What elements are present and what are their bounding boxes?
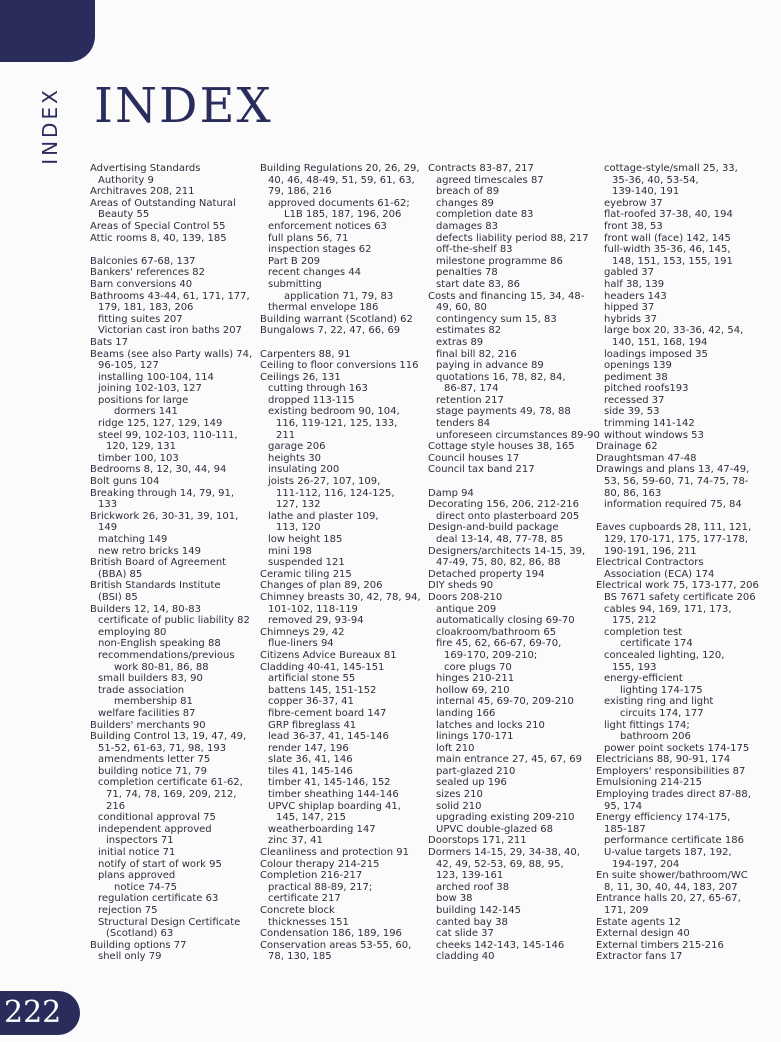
index-entry: Citizens Advice Bureaux 81 [260,649,397,661]
index-subentry: tenders 84 [436,418,491,430]
index-entry: Council tax band 217 [428,464,535,476]
index-subentry: enforcement notices 63 [268,220,387,232]
index-subentry: circuits 174, 177 [620,707,704,719]
index-entry: Building options 77 [90,939,187,951]
index-subentry: completion certificate 61-62, [98,777,243,789]
index-subentry: linings 170-171 [436,731,514,743]
index-subentry: approved documents 61-62; [268,197,410,209]
index-subentry: lighting 174-175 [620,684,703,696]
index-subentry: sealed up 196 [436,777,507,789]
index-subentry: retention 217 [436,394,504,406]
index-subentry: final bill 82, 216 [436,348,517,360]
index-subentry: 96-105, 127 [98,360,159,372]
index-subentry: practical 88-89, 217; [268,881,373,893]
index-entry: Concrete block [260,905,335,916]
index-subentry: loadings imposed 35 [604,348,708,360]
index-subentry: direct onto plasterboard 205 [436,510,580,522]
index-subentry: pediment 38 [604,371,668,383]
index-entry: External design 40 [596,928,690,940]
index-subentry: 194-197, 204 [612,858,680,870]
index-subentry: fire 45, 62, 66-67, 69-70, [436,638,562,650]
index-entry: Electrical work 75, 173-177, 206 [596,580,759,592]
index-subentry: landing 166 [436,707,496,719]
index-subentry: eyebrow 37 [604,197,663,209]
index-entry: Building Control 13, 19, 47, 49, [90,731,247,743]
index-subentry: 185-187 [604,823,646,835]
index-subentry: shell only 79 [98,951,162,963]
index-subentry: Part B 209 [268,255,321,267]
index-subentry: inspection stages 62 [268,244,372,256]
index-subentry: 71, 74, 78, 169, 209, 212, [106,789,237,801]
index-subentry: trade association [98,684,185,696]
index-entry: Bungalows 7, 22, 47, 66, 69 [260,325,401,337]
index-subentry: latches and locks 210 [436,719,545,731]
index-subentry: dormers 141 [114,406,178,418]
index-spacer [596,511,766,523]
index-subentry: new retro bricks 149 [98,545,202,557]
index-subentry: canted bay 38 [436,916,508,928]
index-subentry: internal 45, 69-70, 209-210 [436,696,574,708]
index-entry: Electrical Contractors [596,557,704,569]
index-subentry: completion date 83 [436,209,534,221]
index-subentry: paying in advance 89 [436,360,544,372]
index-entry: Entrance halls 20, 27, 65-67, [596,893,741,905]
index-subentry: 123, 139-161 [436,870,504,882]
index-subentry: low height 185 [268,534,343,545]
index-subentry: sizes 210 [436,789,483,801]
page-title: INDEX [94,78,273,134]
index-entry: Energy efficiency 174-175, [596,812,731,824]
index-entry: British Standards Institute [90,580,221,592]
index-subentry: dropped 113-115 [268,394,355,406]
index-entry: Drawings and plans 13, 47-49, [596,464,750,476]
index-subentry: small builders 83, 90 [98,673,203,685]
index-entry: Conservation areas 53-55, 60, [260,939,412,951]
index-subentry: weatherboarding 147 [268,823,376,835]
index-column-2 [260,163,430,963]
index-entry: Cottage style houses 38, 165 [428,441,575,453]
index-entry: En suite shower/bathroom/WC [596,870,748,882]
index-subentry: unforeseen circumstances 89-90 [436,429,600,441]
index-subentry: hollow 69, 210 [436,684,510,696]
index-subentry: 140, 151, 168, 194 [612,336,708,348]
index-subentry: timber 41, 145-146, 152 [268,777,391,789]
page-number: 222 [4,995,62,1030]
index-entry: Balconies 67-68, 137 [90,255,196,267]
index-subentry: 78, 130, 185 [268,951,332,963]
index-subentry: 8, 11, 30, 40, 44, 183, 207 [604,881,738,893]
index-subentry: joists 26-27, 107, 109, [268,476,381,488]
index-subentry: garage 206 [268,441,326,453]
index-subentry: zinc 37, 41 [268,835,323,847]
index-subentry: half 38, 139 [604,278,665,290]
index-subentry: mini 198 [268,545,312,557]
index-subentry: installing 100-104, 114 [98,371,214,383]
index-entry: Designers/architects 14-15, 39, [428,545,586,557]
index-entry: Beams (see also Party walls) 74, [90,348,253,360]
index-subentry: 40, 46, 48-49, 51, 59, 61, 63, [268,174,415,186]
index-subentry: inspectors 71 [106,835,174,847]
index-subentry: 139-140, 191 [612,186,680,198]
index-entry: Design-and-build package [428,522,559,534]
index-subentry: conditional approval 75 [98,812,216,824]
index-entry: Council houses 17 [428,452,520,464]
index-subentry: 111-112, 116, 124-125, [276,487,395,499]
index-subentry: gabled 37 [604,267,655,279]
index-entry: Decorating 156, 206, 212-216 [428,499,579,511]
index-subentry: removed 29, 93-94 [268,615,364,627]
index-entry: Doorstops 171, 211 [428,835,527,847]
index-entry: Doors 208-210 [428,591,503,603]
index-subentry: quotations 16, 78, 82, 84, [436,371,566,383]
index-subentry: automatically closing 69-70 [436,615,575,627]
index-entry: Colour therapy 214-215 [260,858,380,870]
index-entry: Areas of Outstanding Natural [90,197,236,209]
index-subentry: 47-49, 75, 80, 82, 86, 88 [436,557,561,569]
index-subentry: openings 139 [604,360,672,372]
index-subentry: 53, 56, 59-60, 71, 74-75, 78- [604,476,749,488]
index-entry: Ceramic tiling 215 [260,568,352,580]
index-subentry: 42, 49, 52-53, 69, 88, 95, [436,858,564,870]
index-subentry: joining 102-103, 127 [98,383,202,395]
index-column-1 [90,163,260,963]
corner-tab [0,0,95,62]
index-subentry: loft 210 [436,742,475,754]
index-entry: Bolt guns 104 [90,476,160,488]
index-subentry: battens 145, 151-152 [268,684,377,696]
index-entry: Extractor fans 17 [596,951,683,963]
index-subentry: full-width 35-36, 46, 145, [604,244,731,256]
index-spacer [428,476,598,488]
index-subentry: bow 38 [436,893,473,905]
index-entry: Advertising Standards [90,163,201,174]
index-subentry: power point sockets 174-175 [604,742,750,754]
index-subentry: light fittings 174; [604,719,690,731]
index-subentry: 190-191, 196, 211 [604,545,697,557]
index-subentry: notify of start of work 95 [98,858,222,870]
index-subentry: suspended 121 [268,557,345,569]
index-subentry: positions for large [98,394,189,406]
index-entry: Builders 12, 14, 80-83 [90,603,201,615]
index-subentry: trimming 141-142 [604,418,695,430]
index-subentry: building notice 71, 79 [98,765,208,777]
index-subentry: front 38, 53 [604,220,663,232]
index-subentry: Beauty 55 [98,209,150,221]
index-entry: Carpenters 88, 91 [260,348,351,360]
index-subentry: main entrance 27, 45, 67, 69 [436,754,582,766]
index-subentry: UPVC shiplap boarding 41, [268,800,401,812]
index-subentry: pitched roofs193 [604,383,689,395]
index-subentry: headers 143 [604,290,667,302]
index-subentry: core plugs 70 [444,661,512,673]
index-subentry: cables 94, 169, 171, 173, [604,603,732,615]
index-subentry: milestone programme 86 [436,255,563,267]
index-entry: British Board of Agreement [90,557,227,569]
index-entry: Bankers' references 82 [90,267,206,279]
index-subentry: Structural Design Certificate [98,916,241,928]
index-subentry: steel 99, 102-103, 110-111, [98,429,238,441]
index-subentry: (BBA) 85 [98,568,143,580]
index-subentry: independent approved [98,823,212,835]
index-subentry: 127, 132 [276,499,321,511]
index-subentry: render 147, 196 [268,742,349,754]
index-subentry: changes 89 [436,197,494,209]
index-subentry: deal 13-14, 48, 77-78, 85 [436,534,564,545]
index-subentry: (BSI) 85 [98,591,138,603]
index-subentry: flue-liners 94 [268,638,334,650]
index-entry: Detached property 194 [428,568,545,580]
index-entry: Ceiling to floor conversions 116 [260,360,419,372]
index-subentry: application 71, 79, 83 [284,290,394,302]
index-subentry: amendments letter 75 [98,754,211,766]
index-subentry: slate 36, 41, 146 [268,754,353,766]
index-entry: Cleanliness and protection 91 [260,847,410,859]
index-subentry: existing ring and light [604,696,714,708]
index-subentry: certificate of public liability 82 [98,615,250,627]
index-subentry: 148, 151, 153, 155, 191 [612,255,733,267]
index-subentry: 51-52, 61-63, 71, 98, 193 [98,742,227,754]
index-subentry: UPVC double-glazed 68 [436,823,553,835]
index-entry: Attic rooms 8, 40, 139, 185 [90,232,227,244]
index-subentry: 120, 129, 131 [106,441,176,453]
index-subentry: hinges 210-211 [436,673,515,685]
index-subentry: notice 74-75 [114,881,178,893]
index-subentry: 179, 181, 183, 206 [98,302,194,314]
index-subentry: without windows 53 [604,429,704,441]
index-subentry: penalties 78 [436,267,498,279]
index-entry: Areas of Special Control 55 [90,220,226,232]
index-subentry: 211 [276,429,296,441]
index-subentry: 49, 60, 80 [436,302,487,314]
index-subentry: 101-102, 118-119 [268,603,358,615]
index-subentry: completion test [604,626,683,638]
index-subentry: performance certificate 186 [604,835,744,847]
index-subentry: start date 83, 86 [436,278,521,290]
index-subentry: lathe and plaster 109, [268,510,379,522]
index-subentry: matching 149 [98,534,168,545]
index-subentry: fitting suites 207 [98,313,183,325]
index-entry: Condensation 186, 189, 196 [260,928,402,940]
side-section-label: INDEX [38,86,62,165]
index-subentry: plans approved [98,870,176,882]
index-subentry: existing bedroom 90, 104, [268,406,400,418]
index-subentry: Victorian cast iron baths 207 [98,325,242,337]
index-entry: Eaves cupboards 28, 111, 121, [596,522,752,534]
index-subentry: full plans 56, 71 [268,232,349,244]
index-subentry: extras 89 [436,336,484,348]
index-entry: Bedrooms 8, 12, 30, 44, 94 [90,464,227,476]
index-subentry: insulating 200 [268,464,340,476]
index-subentry: 116, 119-121, 125, 133, [276,418,398,430]
index-subentry: hybrids 37 [604,313,657,325]
index-subentry: upgrading existing 209-210 [436,812,575,824]
index-entry: Bats 17 [90,336,129,348]
index-entry: Cladding 40-41, 145-151 [260,661,385,673]
index-subentry: cloakroom/bathroom 65 [436,626,557,638]
index-subentry: certificate 217 [268,893,341,905]
index-subentry: agreed timescales 87 [436,174,544,186]
index-subentry: employing 80 [98,626,167,638]
index-subentry: breach of 89 [436,186,500,198]
index-entry: Chimneys 29, 42 [260,626,345,638]
index-entry: Builders' merchants 90 [90,719,206,731]
index-entry: Changes of plan 89, 206 [260,580,383,592]
index-subentry: side 39, 53 [604,406,660,418]
index-subentry: 129, 170-171, 175, 177-178, [604,534,748,545]
index-subentry: part-glazed 210 [436,765,516,777]
index-subentry: 80, 86, 163 [604,487,662,499]
index-subentry: 169-170, 209-210; [444,649,538,661]
index-spacer [260,337,430,349]
index-column-3 [428,163,598,963]
index-subentry: estimates 82 [436,325,502,337]
index-subentry: 133 [98,499,118,511]
index-subentry: bathroom 206 [620,731,691,743]
index-subentry: cladding 40 [436,951,495,963]
index-subentry: 79, 186, 216 [268,186,332,198]
index-entry: DIY sheds 90 [428,580,494,592]
index-entry: Ceilings 26, 131 [260,371,341,383]
index-entry: Draughtsman 47-48 [596,452,697,464]
index-entry: Completion 216-217 [260,870,363,882]
index-subentry: large box 20, 33-36, 42, 54, [604,325,744,337]
index-subentry: 171, 209 [604,905,649,916]
index-subentry: tiles 41, 145-146 [268,765,353,777]
index-spacer [90,244,260,256]
index-subentry: recessed 37 [604,394,665,406]
index-entry: Brickwork 26, 30-31, 39, 101, [90,510,239,522]
index-entry: Estate agents 12 [596,916,681,928]
index-subentry: 145, 147, 215 [276,812,346,824]
page-number-badge [0,991,80,1035]
index-subentry: lead 36-37, 41, 145-146 [268,731,389,743]
index-subentry: Authority 9 [98,174,154,186]
index-subentry: rejection 75 [98,905,158,916]
index-subentry: 149 [98,522,118,534]
index-subentry: stage payments 49, 78, 88 [436,406,571,418]
index-subentry: non-English speaking 88 [98,638,221,650]
index-subentry: contingency sum 15, 83 [436,313,557,325]
index-entry: Architraves 208, 211 [90,186,195,198]
index-subentry: building 142-145 [436,905,522,916]
index-subentry: welfare facilities 87 [98,707,196,719]
index-subentry: thicknesses 151 [268,916,349,928]
index-subentry: cat slide 37 [436,928,494,940]
index-subentry: arched roof 38 [436,881,510,893]
index-subentry: GRP fibreglass 41 [268,719,357,731]
index-subentry: regulation certificate 63 [98,893,219,905]
index-entry: Employers' responsibilities 87 [596,765,746,777]
index-subentry: cottage-style/small 25, 33, [604,163,738,174]
index-subentry: front wall (face) 142, 145 [604,232,731,244]
index-subentry: recent changes 44 [268,267,362,279]
index-subentry: 175, 212 [612,615,657,627]
index-subentry: antique 209 [436,603,497,615]
index-subentry: 86-87, 174 [444,383,499,395]
index-subentry: 35-36, 40, 53-54, [612,174,699,186]
index-subentry: certificate 174 [620,638,693,650]
index-subentry: BS 7671 safety certificate 206 [604,591,756,603]
index-subentry: timber sheathing 144-146 [268,789,399,801]
index-subentry: flat-roofed 37-38, 40, 194 [604,209,733,221]
index-entry: Contracts 83-87, 217 [428,163,534,174]
index-entry: Damp 94 [428,487,474,499]
index-subentry: 216 [106,800,126,812]
index-subentry: damages 83 [436,220,498,232]
index-subentry: information required 75, 84 [604,499,742,511]
index-subentry: 113, 120 [276,522,321,534]
index-entry: Employing trades direct 87-88, [596,789,751,801]
index-subentry: submitting [268,278,322,290]
index-subentry: heights 30 [268,452,321,464]
index-subentry: Association (ECA) 174 [604,568,715,580]
index-subentry: concealed lighting, 120, [604,649,725,661]
index-subentry: initial notice 71 [98,847,176,859]
index-subentry: off-the-shelf 83 [436,244,513,256]
index-entry: Dormers 14-15, 29, 34-38, 40, [428,847,580,859]
index-subentry: L1B 185, 187, 196, 206 [284,209,402,221]
index-entry: Emulsioning 214-215 [596,777,703,789]
index-subentry: copper 36-37, 41 [268,696,354,708]
index-subentry: cutting through 163 [268,383,368,395]
index-entry: Breaking through 14, 79, 91, [90,487,235,499]
index-subentry: timber 100, 103 [98,452,179,464]
index-subentry: cheeks 142-143, 145-146 [436,939,565,951]
index-entry: Barn conversions 40 [90,278,193,290]
index-subentry: artificial stone 55 [268,673,356,685]
index-subentry: solid 210 [436,800,482,812]
index-subentry: 95, 174 [604,800,643,812]
index-entry: Drainage 62 [596,441,658,453]
index-subentry: hipped 37 [604,302,655,314]
index-entry: Costs and financing 15, 34, 48- [428,290,585,302]
index-subentry: membership 81 [114,696,193,708]
index-entry: Electricians 88, 90-91, 174 [596,754,731,766]
index-subentry: ridge 125, 127, 129, 149 [98,418,223,430]
index-subentry: recommendations/previous [98,649,235,661]
index-entry: External timbers 215-216 [596,939,724,951]
index-subentry: U-value targets 187, 192, [604,847,732,859]
index-subentry: defects liability period 88, 217 [436,232,589,244]
index-entry: Chimney breasts 30, 42, 78, 94, [260,591,421,603]
index-column-4 [596,163,766,963]
index-subentry: energy-efficient [604,673,683,685]
index-subentry: fibre-cement board 147 [268,707,387,719]
index-entry: Building warrant (Scotland) 62 [260,313,413,325]
index-entry: Bathrooms 43-44, 61, 171, 177, [90,290,250,302]
index-subentry: (Scotland) 63 [106,928,174,940]
index-subentry: 155, 193 [612,661,657,673]
index-subentry: work 80-81, 86, 88 [114,661,209,673]
index-entry: Building Regulations 20, 26, 29, [260,163,420,174]
index-subentry: thermal envelope 186 [268,302,379,314]
